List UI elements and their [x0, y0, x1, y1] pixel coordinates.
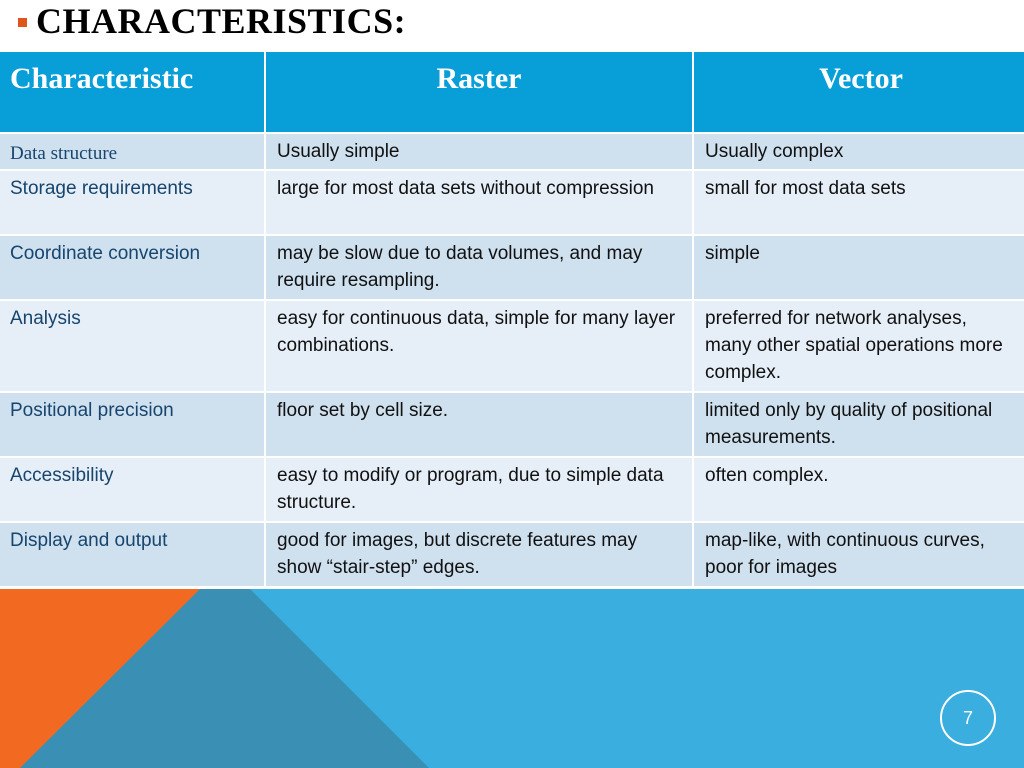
row-label: Accessibility	[0, 458, 264, 521]
characteristics-table	[0, 52, 1024, 586]
vector-cell: often complex.	[694, 458, 1024, 521]
raster-cell: easy for continuous data, simple for many layer combinations.	[266, 301, 692, 391]
vector-cell: limited only by quality of positional measurements.	[694, 393, 1024, 456]
header-raster: Raster	[266, 52, 692, 132]
raster-cell: floor set by cell size.	[266, 393, 692, 456]
row-label: Display and output	[0, 523, 264, 586]
slide-title	[18, 0, 406, 42]
vector-cell: map-like, with continuous curves, poor for images	[694, 523, 1024, 586]
decorative-footer	[0, 589, 1024, 768]
page-number: 7	[940, 690, 996, 746]
raster-cell: good for images, but discrete features may show “stair-step” edges.	[266, 523, 692, 586]
footer-shapes	[0, 589, 1024, 768]
row-label: Positional precision	[0, 393, 264, 456]
slide-title-text: CHARACTERISTICS:	[36, 1, 407, 41]
header-characteristic: Characteristic	[0, 52, 264, 132]
vector-cell: Usually complex	[694, 134, 1024, 169]
raster-cell: easy to modify or program, due to simple data structure.	[266, 458, 692, 521]
row-label: Coordinate conversion	[0, 236, 264, 299]
raster-cell: large for most data sets without compression	[266, 171, 692, 234]
square-bullet-icon	[18, 18, 27, 27]
vector-cell: preferred for network analyses, many other spatial operations more complex.	[694, 301, 1024, 391]
header-vector: Vector	[694, 52, 1024, 132]
vector-cell: simple	[694, 236, 1024, 299]
row-label: Analysis	[0, 301, 264, 391]
vector-cell: small for most data sets	[694, 171, 1024, 234]
row-label: Data structure	[0, 134, 264, 169]
raster-cell: may be slow due to data volumes, and may require resampling.	[266, 236, 692, 299]
row-label: Storage requirements	[0, 171, 264, 234]
raster-cell: Usually simple	[266, 134, 692, 169]
